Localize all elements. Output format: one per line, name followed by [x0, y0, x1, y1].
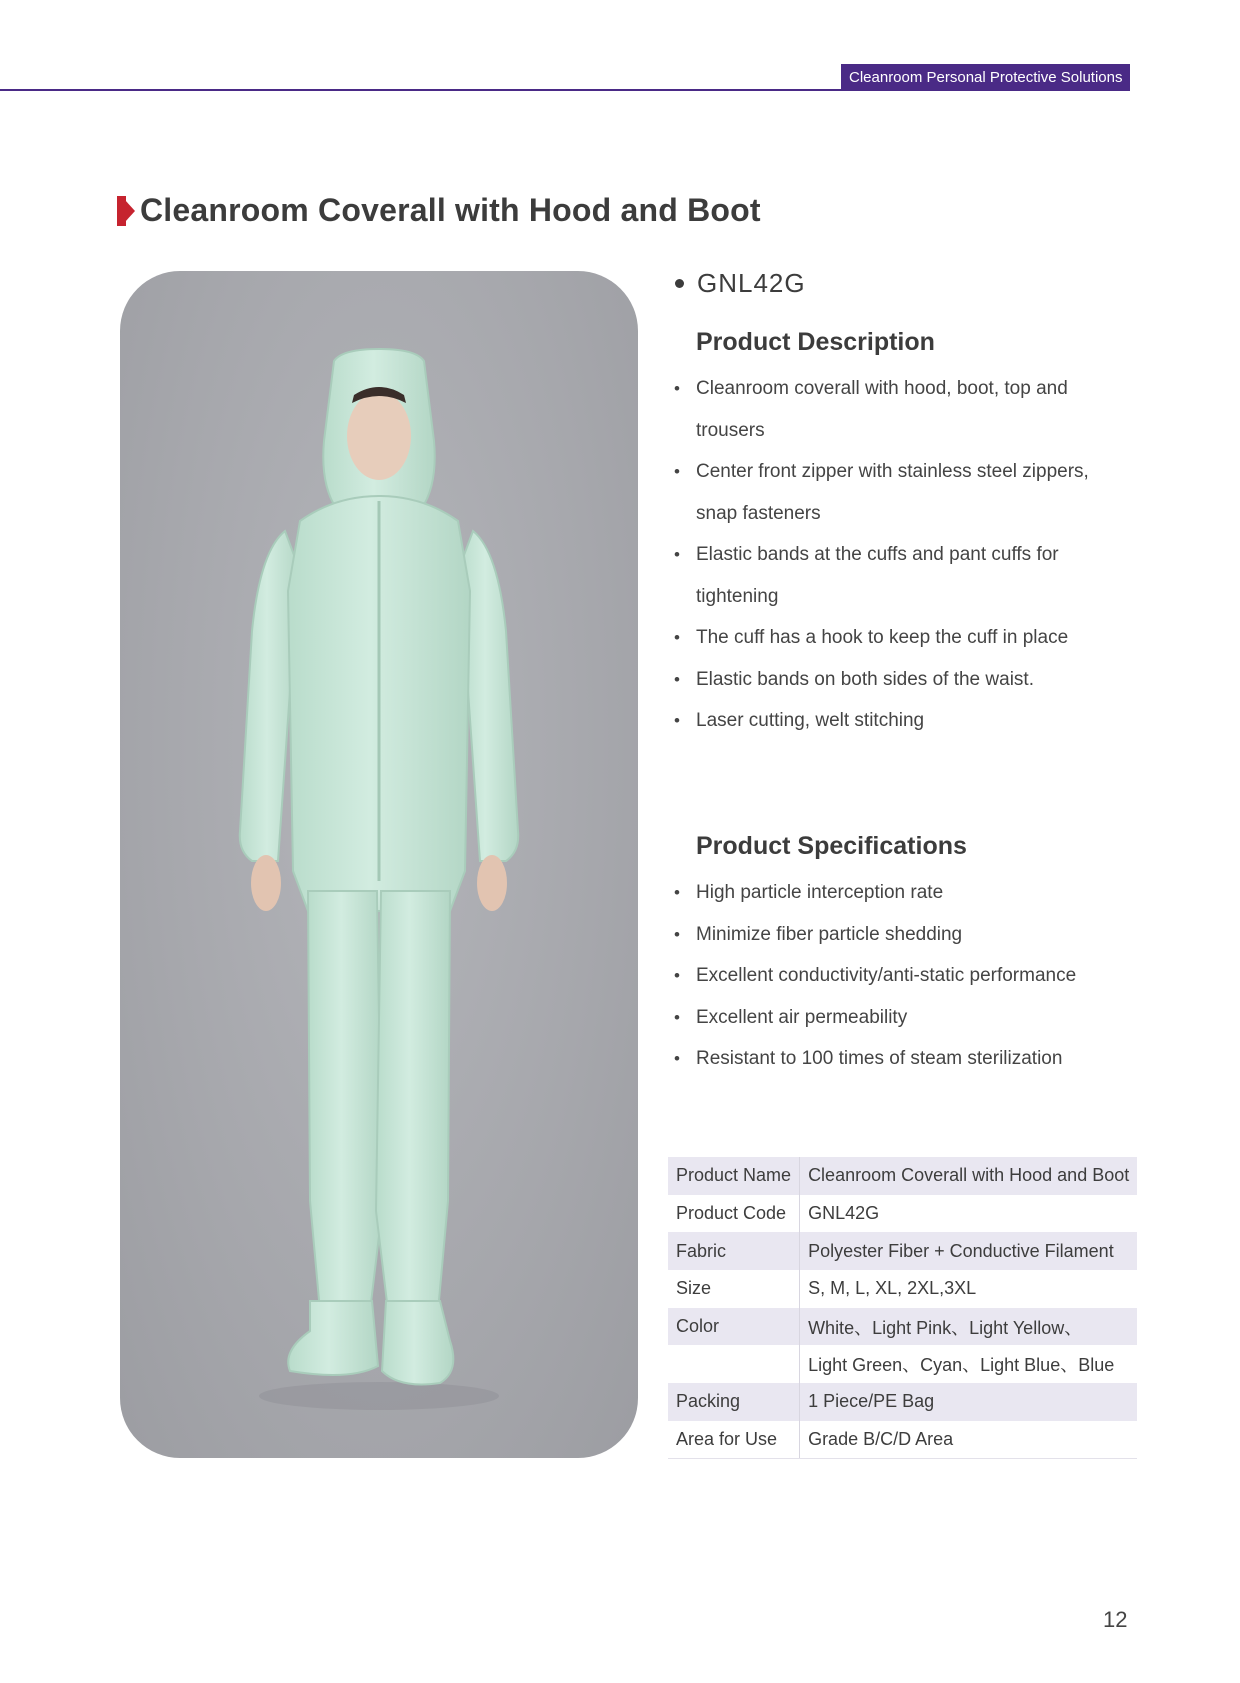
table-row: [668, 1421, 1137, 1459]
table-key: Product Name: [668, 1157, 800, 1195]
specifications-heading: Product Specifications: [696, 832, 967, 860]
table-key: Product Code: [668, 1195, 800, 1233]
list-item: • High particle interception rate: [674, 872, 1114, 914]
coverall-illustration: [120, 271, 638, 1458]
page-title: Cleanroom Coverall with Hood and Boot: [140, 192, 761, 228]
table-value: Cleanroom Coverall with Hood and Boot: [800, 1157, 1138, 1195]
table-row: [668, 1195, 1137, 1233]
list-item: • Elastic bands on both sides of the waist.: [674, 659, 1114, 701]
table-value: S, M, L, XL, 2XL,3XL: [808, 1278, 977, 1299]
title-marker-icon: [117, 196, 136, 226]
table-row: [668, 1270, 1137, 1308]
list-item: • Minimize fiber particle shedding: [674, 914, 1114, 956]
description-heading: Product Description: [696, 328, 935, 356]
product-photo: [120, 271, 638, 1458]
table-key: Size: [668, 1270, 800, 1308]
title-block: [117, 192, 761, 229]
description-list: [674, 368, 1114, 742]
product-code: GNL42G: [697, 268, 806, 298]
table-key: Packing: [668, 1383, 800, 1421]
table-value: Light Green、Cyan、Light Blue、Blue: [808, 1355, 1115, 1376]
table-row: [668, 1383, 1137, 1421]
table-value: Grade B/C/D Area: [800, 1421, 1138, 1459]
table-key: Area for Use: [668, 1421, 800, 1459]
product-code-line: [675, 268, 806, 299]
list-item: • Cleanroom coverall with hood, boot, top and trousers: [674, 368, 1114, 451]
table-value: Polyester Fiber + Conductive Filament: [800, 1232, 1138, 1270]
table-value: 1 Piece/PE Bag: [800, 1383, 1138, 1421]
list-item: • Excellent conductivity/anti-static performance: [674, 955, 1114, 997]
spec-table: [668, 1157, 1137, 1459]
table-row: [668, 1232, 1137, 1270]
header-tag: Cleanroom Personal Protective Solutions: [841, 64, 1130, 91]
table-key: Fabric: [668, 1232, 800, 1270]
list-item: • Resistant to 100 times of steam sterilization: [674, 1038, 1114, 1080]
table-value: White、Light Pink、Light Yellow、: [800, 1308, 1138, 1346]
list-item: • Center front zipper with stainless steel zippers, snap fasteners: [674, 451, 1114, 534]
table-row: [668, 1157, 1137, 1195]
bullet-icon: [675, 279, 684, 288]
list-item: • Excellent air permeability: [674, 997, 1114, 1039]
list-item: • The cuff has a hook to keep the cuff in place: [674, 617, 1114, 659]
list-item: • Elastic bands at the cuffs and pant cuffs for tightening: [674, 534, 1114, 617]
specifications-list: [674, 872, 1114, 1080]
table-row: [668, 1308, 1137, 1346]
table-key: [668, 1345, 800, 1383]
table-value: GNL42G: [808, 1203, 880, 1224]
table-key: Color: [668, 1308, 800, 1346]
page-number: 12: [1103, 1607, 1128, 1632]
list-item: • Laser cutting, welt stitching: [674, 700, 1114, 742]
table-row: [668, 1345, 1137, 1383]
